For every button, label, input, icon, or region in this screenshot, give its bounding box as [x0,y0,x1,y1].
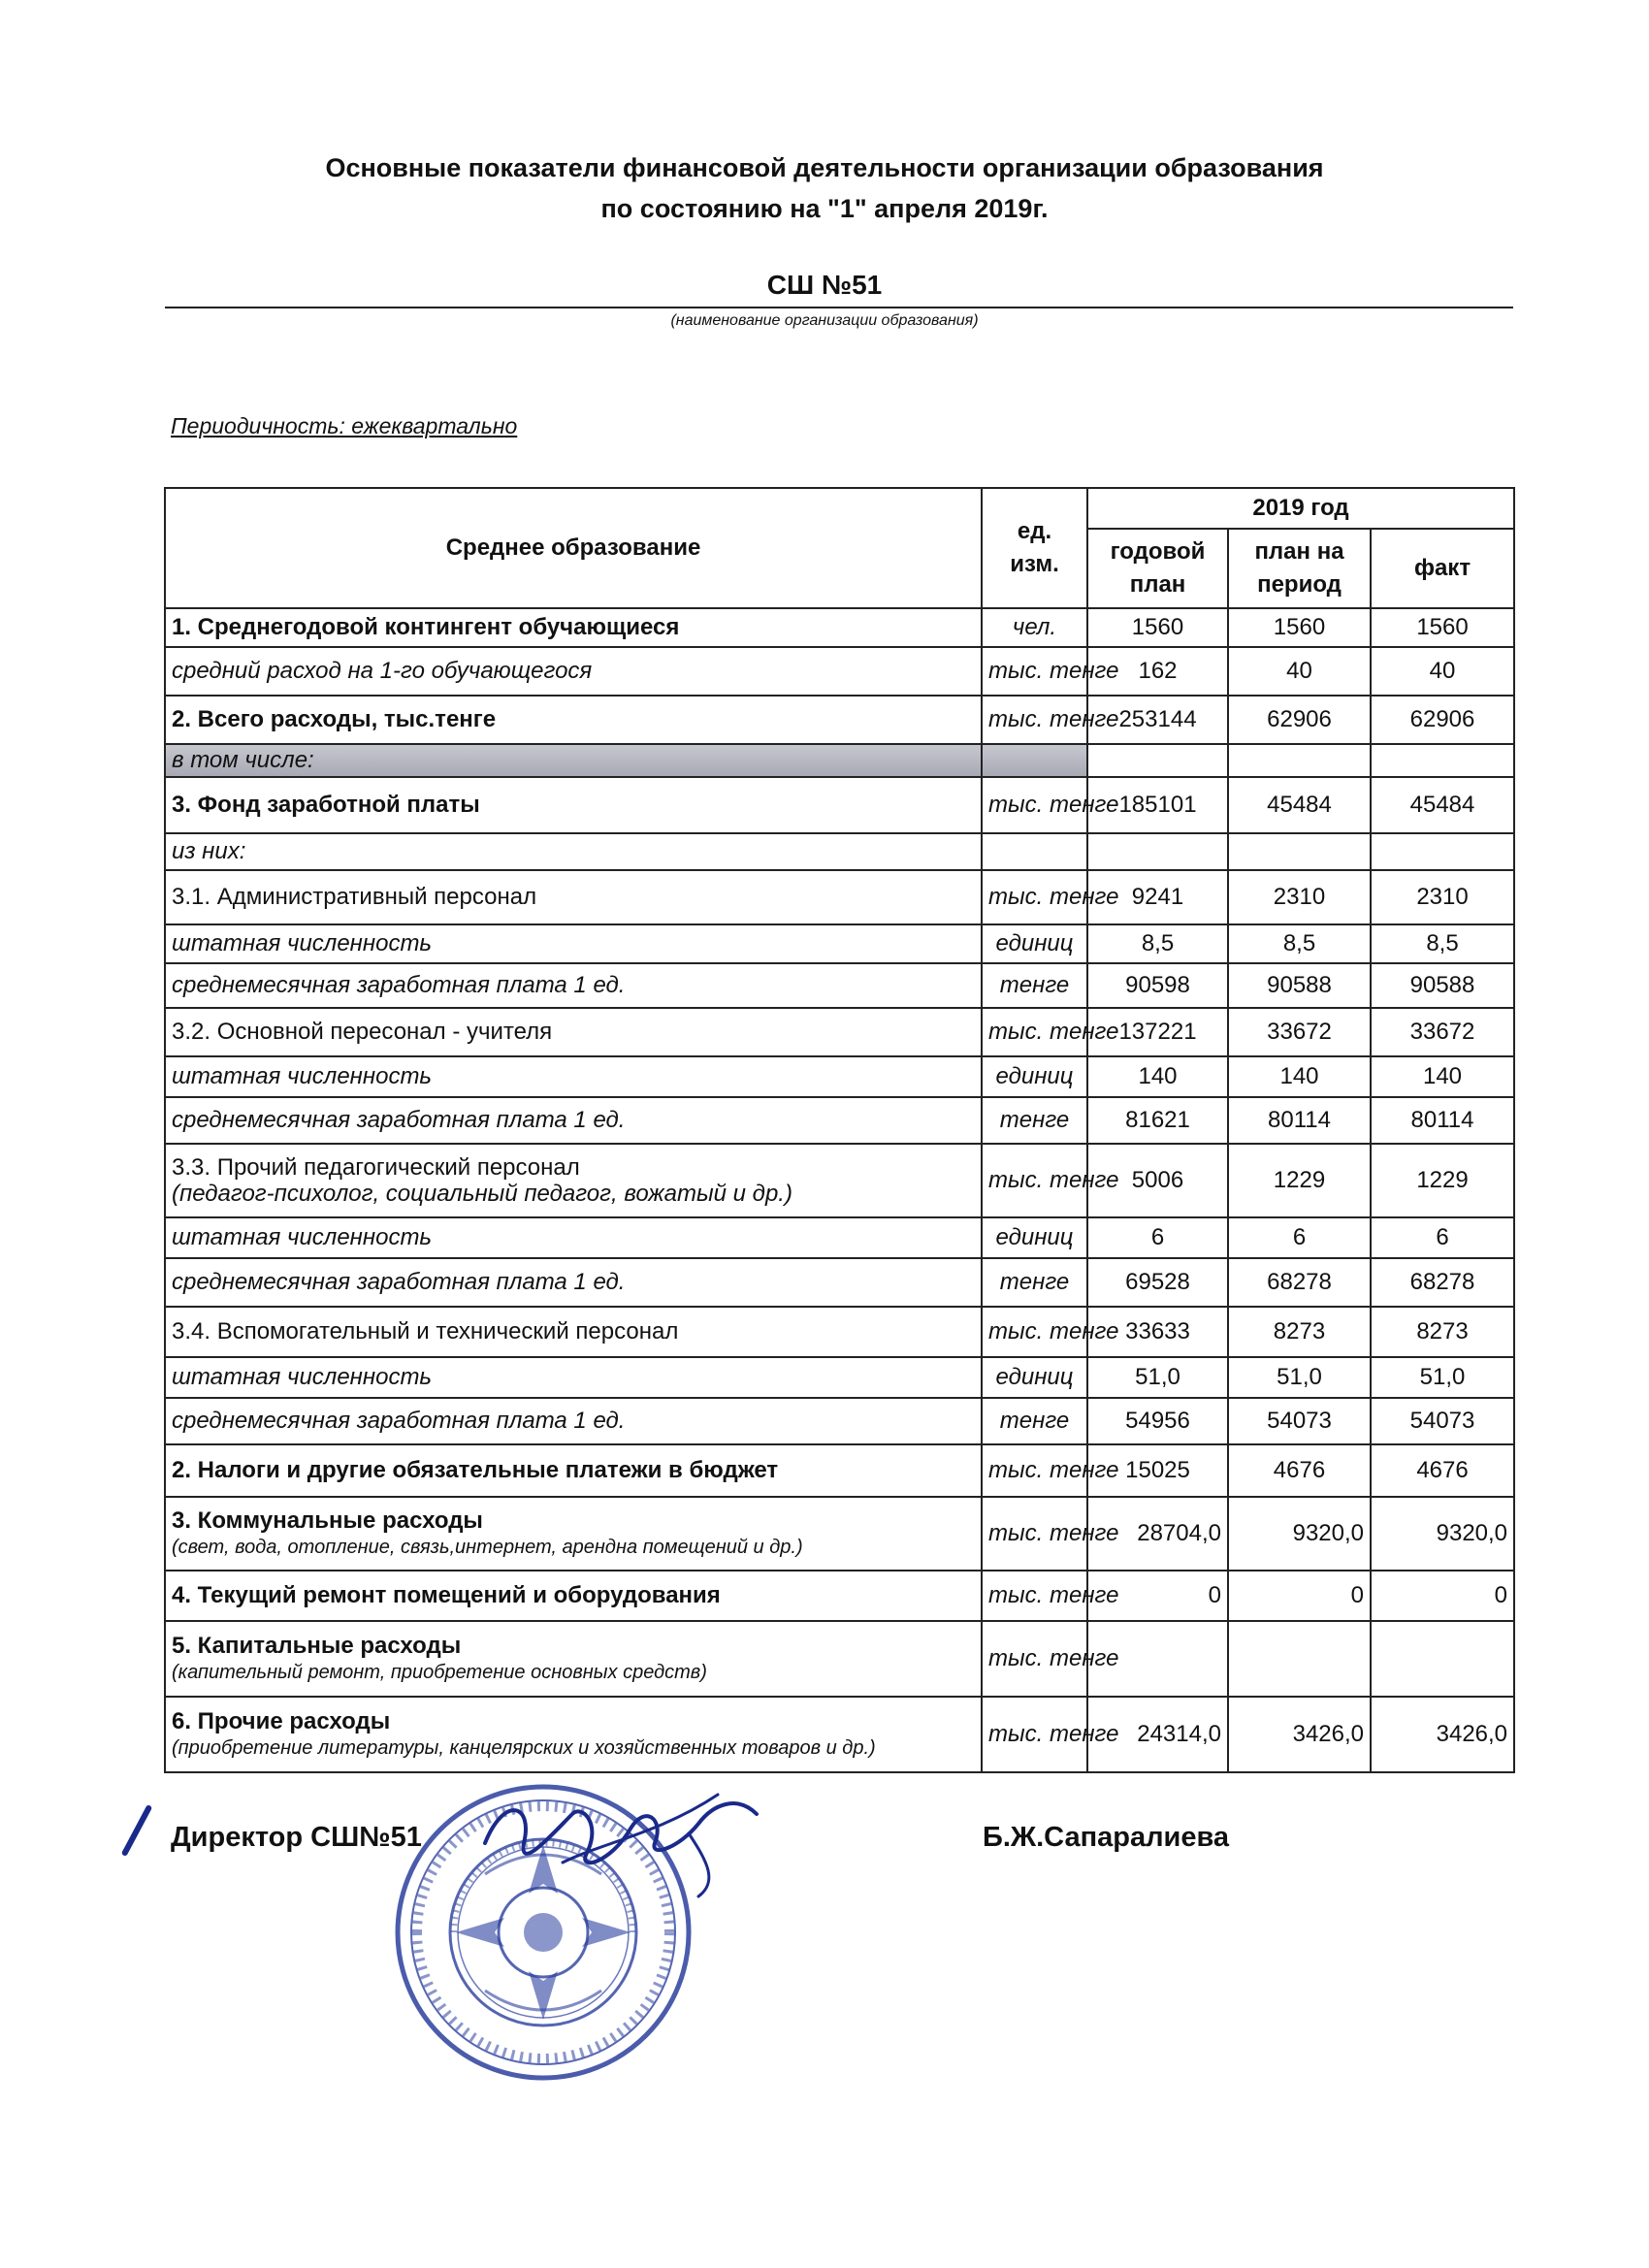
row-annual-empty [1087,744,1228,777]
row-unit: тенге [982,963,1087,1008]
table-row [165,1307,1514,1357]
organization-caption: (наименование организации образования) [670,312,979,329]
row-annual: 24314,0 [1087,1697,1228,1772]
row-unit: тыс. тенге [982,777,1087,833]
row-label: 3. Коммунальные расходы [172,1507,483,1534]
row-annual-empty [1087,833,1228,870]
row-fact: 62906 [1371,696,1514,744]
row-period: 68278 [1228,1258,1371,1307]
row-fact: 3426,0 [1371,1697,1514,1772]
table-row [165,1621,1514,1697]
table-row [165,1144,1514,1217]
row-label: 4. Текущий ремонт помещений и оборудования [165,1571,982,1621]
row-period: 51,0 [1228,1357,1371,1398]
organization-underline [165,307,1513,308]
row-unit: тенге [982,1097,1087,1144]
row-label-cell [165,1144,982,1217]
table-row [165,870,1514,924]
row-sublabel: (капительный ремонт, приобретение основных средств) [172,1662,707,1683]
table-row [165,1571,1514,1621]
row-fact: 1229 [1371,1144,1514,1217]
row-fact: 2310 [1371,870,1514,924]
table-row-shaded [165,744,1514,777]
row-annual: 253144 [1087,696,1228,744]
table-row [165,696,1514,744]
row-fact: 8,5 [1371,924,1514,963]
row-sublabel: (свет, вода, отопление, связь,интернет, арендна помещений и др.) [172,1537,803,1558]
signature-slash-mark [121,1804,153,1857]
row-unit: чел. [982,608,1087,647]
header-unit-line2: изм. [1010,551,1059,577]
row-fact: 45484 [1371,777,1514,833]
row-unit: единиц [982,1357,1087,1398]
header-unit-col [982,488,1087,608]
row-label-cell [165,1497,982,1571]
row-label: среднемесячная заработная плата 1 ед. [165,963,982,1008]
row-unit: тыс. тенге [982,870,1087,924]
table-row [165,777,1514,833]
row-fact-empty [1371,833,1514,870]
row-annual: 185101 [1087,777,1228,833]
row-label-cell [165,1621,982,1697]
row-period: 140 [1228,1056,1371,1097]
row-annual: 28704,0 [1087,1497,1228,1571]
row-annual: 54956 [1087,1398,1228,1444]
row-annual: 8,5 [1087,924,1228,963]
financial-indicators-table [164,487,1515,1773]
header-annual-line1: годовой [1110,538,1206,565]
row-unit-empty [982,744,1087,777]
row-fact: 33672 [1371,1008,1514,1056]
row-label: среднемесячная заработная плата 1 ед. [165,1097,982,1144]
table-row [165,1697,1514,1772]
header-period-line2: период [1257,571,1342,598]
header-fact: факт [1371,529,1514,608]
table-row [165,1357,1514,1398]
row-unit: тенге [982,1258,1087,1307]
header-annual-line2: план [1129,571,1186,598]
row-label: 2. Всего расходы, тыс.тенге [165,696,982,744]
row-annual: 0 [1087,1571,1228,1621]
row-period: 1560 [1228,608,1371,647]
row-period: 45484 [1228,777,1371,833]
row-fact: 51,0 [1371,1357,1514,1398]
row-label: 3.4. Вспомогательный и технический персонал [165,1307,982,1357]
row-unit: единиц [982,924,1087,963]
table-row [165,1497,1514,1571]
table-row [165,1056,1514,1097]
row-unit: тыс. тенге [982,1621,1087,1697]
row-label: 2. Налоги и другие обязательные платежи в бюджет [165,1444,982,1497]
row-label: 3. Фонд заработной платы [165,777,982,833]
row-fact: 6 [1371,1217,1514,1258]
row-unit: единиц [982,1056,1087,1097]
row-label: штатная численность [165,1357,982,1398]
row-fact: 54073 [1371,1398,1514,1444]
row-annual: 33633 [1087,1307,1228,1357]
row-fact: 68278 [1371,1258,1514,1307]
row-label: штатная численность [165,924,982,963]
row-label: 6. Прочие расходы [172,1708,391,1734]
row-period-empty [1228,744,1371,777]
table-row [165,1008,1514,1056]
header-unit-line1: ед. [1017,518,1052,544]
row-unit: тыс. тенге [982,1144,1087,1217]
row-unit: тыс. тенге [982,1444,1087,1497]
table-row [165,647,1514,696]
row-fact-empty [1371,744,1514,777]
row-fact [1371,1621,1514,1697]
table-row [165,833,1514,870]
row-period: 8273 [1228,1307,1371,1357]
row-label: 1. Среднегодовой контингент обучающиеся [165,608,982,647]
row-annual: 69528 [1087,1258,1228,1307]
row-annual: 51,0 [1087,1357,1228,1398]
organization-name: СШ №51 [766,270,883,300]
row-period: 40 [1228,647,1371,696]
row-label: 3.1. Административный персонал [165,870,982,924]
row-label: 3.2. Основной пересонал - учителя [165,1008,982,1056]
row-period: 54073 [1228,1398,1371,1444]
row-period: 3426,0 [1228,1697,1371,1772]
document-title-line1: Основные показатели финансовой деятельности организации образования [325,153,1324,182]
table-row [165,1444,1514,1497]
row-fact: 140 [1371,1056,1514,1097]
table-row [165,1217,1514,1258]
row-fact: 8273 [1371,1307,1514,1357]
row-fact: 9320,0 [1371,1497,1514,1571]
row-period: 33672 [1228,1008,1371,1056]
row-label: средний расход на 1-го обучающегося [165,647,982,696]
row-label: из них: [165,833,982,870]
periodicity-label: Периодичность: ежеквартально [171,413,518,438]
row-unit-empty [982,833,1087,870]
row-fact: 4676 [1371,1444,1514,1497]
row-annual: 90598 [1087,963,1228,1008]
row-label: среднемесячная заработная плата 1 ед. [165,1258,982,1307]
row-label: среднемесячная заработная плата 1 ед. [165,1398,982,1444]
header-annual-plan [1087,529,1228,608]
director-name: Б.Ж.Сапаралиева [983,1822,1230,1853]
row-period [1228,1621,1371,1697]
row-label: штатная численность [165,1056,982,1097]
row-fact: 40 [1371,647,1514,696]
row-fact: 1560 [1371,608,1514,647]
row-period: 6 [1228,1217,1371,1258]
table-row [165,608,1514,647]
row-annual: 9241 [1087,870,1228,924]
row-unit: тыс. тенге [982,1497,1087,1571]
row-label-cell [165,1697,982,1772]
row-fact: 80114 [1371,1097,1514,1144]
row-period: 0 [1228,1571,1371,1621]
row-annual: 15025 [1087,1444,1228,1497]
row-sublabel: (педагог-психолог, социальный педагог, вожатый и др.) [172,1181,792,1207]
table-row [165,963,1514,1008]
header-period-line1: план на [1254,538,1344,565]
header-year: 2019 год [1087,488,1514,529]
row-period: 80114 [1228,1097,1371,1144]
row-annual: 1560 [1087,608,1228,647]
row-annual: 162 [1087,647,1228,696]
document-title-line2: по состоянию на "1" апреля 2019г. [600,194,1049,223]
table-row [165,1097,1514,1144]
row-unit: тыс. тенге [982,696,1087,744]
row-unit: единиц [982,1217,1087,1258]
table-row [165,924,1514,963]
row-label: в том числе: [165,744,982,777]
row-annual: 6 [1087,1217,1228,1258]
row-fact: 90588 [1371,963,1514,1008]
row-period: 1229 [1228,1144,1371,1217]
row-annual: 140 [1087,1056,1228,1097]
row-label: штатная численность [165,1217,982,1258]
row-period: 2310 [1228,870,1371,924]
row-unit: тыс. тенге [982,1571,1087,1621]
row-period: 8,5 [1228,924,1371,963]
row-fact: 0 [1371,1571,1514,1621]
row-unit: тыс. тенге [982,1697,1087,1772]
row-annual: 5006 [1087,1144,1228,1217]
row-unit: тыс. тенге [982,1008,1087,1056]
row-annual: 81621 [1087,1097,1228,1144]
row-period: 9320,0 [1228,1497,1371,1571]
row-label: 5. Капитальные расходы [172,1633,462,1659]
row-period-empty [1228,833,1371,870]
header-main-col: Среднее образование [165,488,982,608]
row-sublabel: (приобретение литературы, канцелярских и хозяйственных товаров и др.) [172,1737,876,1759]
row-unit: тыс. тенге [982,1307,1087,1357]
table-row [165,1398,1514,1444]
director-signature [466,1775,776,1901]
row-label: 3.3. Прочий педагогический персонал [172,1154,580,1181]
director-label: Директор СШ№51 [171,1822,422,1853]
row-period: 4676 [1228,1444,1371,1497]
row-unit: тыс. тенге [982,647,1087,696]
row-unit: тенге [982,1398,1087,1444]
row-period: 62906 [1228,696,1371,744]
row-annual: 137221 [1087,1008,1228,1056]
row-period: 90588 [1228,963,1371,1008]
header-period-plan [1228,529,1371,608]
table-row [165,1258,1514,1307]
